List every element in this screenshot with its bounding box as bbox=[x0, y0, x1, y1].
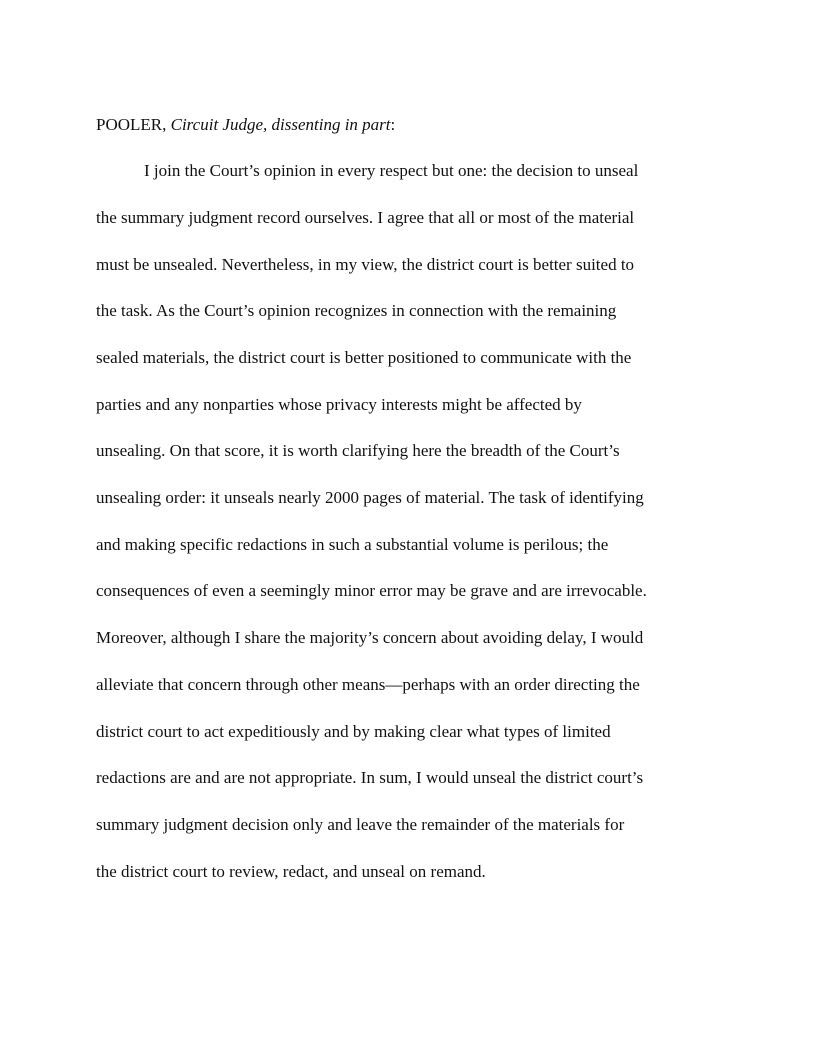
heading-colon: : bbox=[390, 115, 396, 134]
body-line: and making specific redactions in such a substantial volume is perilous; the bbox=[96, 535, 609, 554]
body-line: consequences of even a seemingly minor error may be grave and are irrevocable. bbox=[96, 581, 647, 600]
body-line: parties and any nonparties whose privacy interests might be affected by bbox=[96, 395, 582, 414]
body-line: Moreover, although I share the majority’s concern about avoiding delay, I would bbox=[96, 628, 644, 647]
body-line: sealed materials, the district court is better positioned to communicate with the bbox=[96, 348, 632, 367]
body-line: unsealing order: it unseals nearly 2000 pages of material. The task of identifying bbox=[96, 488, 644, 507]
body-line: I join the Court’s opinion in every respect but one: the decision to unseal bbox=[144, 161, 639, 180]
opinion-heading bbox=[96, 114, 395, 136]
body-line: redactions are and are not appropriate. In sum, I would unseal the district court’s bbox=[96, 768, 644, 787]
body-line: alleviate that concern through other means—perhaps with an order directing the bbox=[96, 675, 640, 694]
body-line: the summary judgment record ourselves. I agree that all or most of the material bbox=[96, 208, 635, 227]
body-line: the task. As the Court’s opinion recognizes in connection with the remaining bbox=[96, 301, 617, 320]
body-line: the district court to review, redact, and unseal on remand. bbox=[96, 862, 486, 881]
judge-title: Circuit Judge, dissenting in part bbox=[170, 115, 391, 134]
body-line: summary judgment decision only and leave the remainder of the materials for bbox=[96, 815, 625, 834]
body-line: unsealing. On that score, it is worth clarifying here the breadth of the Court’s bbox=[96, 441, 620, 460]
body-line: district court to act expeditiously and by making clear what types of limited bbox=[96, 722, 611, 741]
body-line: must be unsealed. Nevertheless, in my view, the district court is better suited to bbox=[96, 255, 635, 274]
judge-name: POOLER, bbox=[96, 115, 167, 134]
